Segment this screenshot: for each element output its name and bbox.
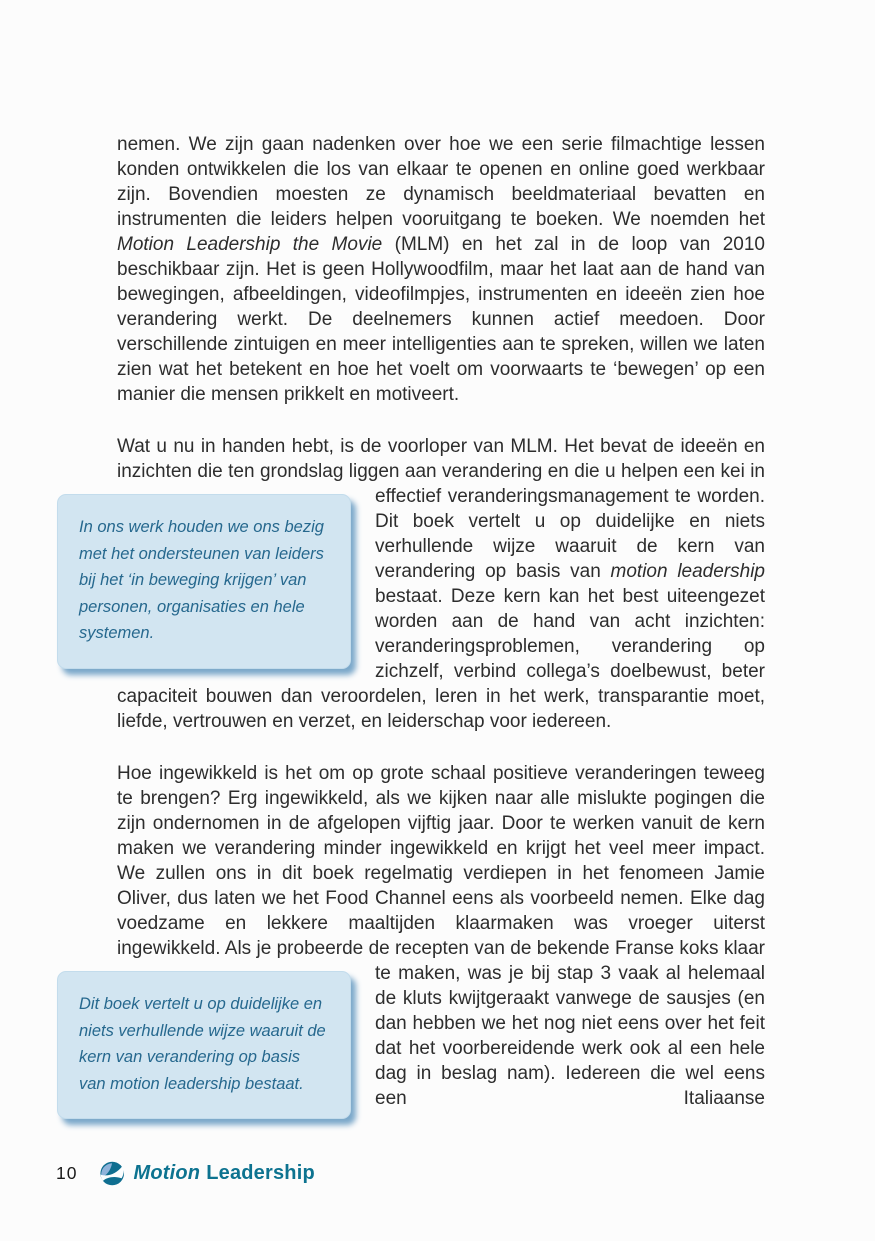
paragraph-3	[79, 761, 765, 1111]
motion-leadership-logo-icon	[99, 1161, 126, 1186]
paragraph-1	[117, 132, 765, 407]
paragraph-text: nemen. We zijn gaan nadenken over hoe we een serie filmachtige lessen konden ontwikkelen die los van elkaar te openen en online goed werkbaar zijn. Bovendien moesten ze dynamisch beeldmateriaal bevatten en instrumenten die leiders helpen vooruitgang te boeken. We noemden het	[117, 134, 765, 230]
callout-box-1	[57, 494, 351, 669]
paragraph-2	[79, 434, 766, 734]
paragraph-text: (MLM) en het zal in de loop van 2010 beschikbaar zijn. Het is geen Hollywoodfilm, maar het laat aan de hand van bewegingen, afbeeldingen, videofilmpjes, instrumenten en ideeën zien hoe verandering werkt. De deelnemers kunnen actief meedoen. Door verschillende zintuigen en meer intelligenties aan te spreken, willen we laten zien wat het betekent en hoe het voelt om voorwaarts te ‘bewegen’ op een manier die mensen prikkelt en motiveert.	[117, 234, 765, 405]
page-footer	[56, 1161, 315, 1186]
paragraph-text: koks klaar te maken, was je bij stap 3 vaak al helemaal de kluts kwijtgeraakt vanwege de sausjes (en dan hebben we het nog niet eens over het feit dat het voorbereidende werk ook al een hele dag in beslag nam). Iedereen die wel eens een Italiaanse	[375, 938, 765, 1109]
paragraph-text: Hoe ingewikkeld is het om op grote schaal positieve veranderingen teweeg te brengen? Erg ingewikkeld, als we kijken naar alle mislukte pogingen die zijn ondernomen in de afgelopen vijftig jaar. Door te werken vanuit de kern maken we verandering minder ingewikkeld en krijgt het veel meer impact. We zullen ons in dit boek regelmatig verdiepen in het fenomeen Jamie Oliver, dus laten we het Food Channel eens als voorbeeld nemen. Elke dag voedzame en lekkere maaltijden klaarmaken was vroeger uiterst ingewikkeld. Als je probeerde de recepten van de bekende Franse	[117, 763, 765, 959]
paragraph-italic-text: Motion Leadership the Movie	[117, 234, 383, 255]
callout-box-2	[57, 971, 351, 1119]
brand-motion: Motion	[133, 1162, 201, 1184]
page-number: 10	[56, 1163, 78, 1183]
callout-text: Dit boek vertelt u op duidelijke en niets verhullende wijze waaruit de kern van verandering op basis van motion leadership bestaat.	[79, 995, 326, 1093]
page-content	[79, 132, 766, 1138]
paragraph-text: Wat u nu in handen hebt, is de voorloper van MLM. Het bevat de ideeën en inzichten die ten grondslag liggen aan verandering en die u helpen een	[117, 436, 765, 482]
callout-text: In ons werk houden we ons bezig met het ondersteunen van leiders bij het ‘in beweging krijgen’ van personen, organisaties en hele systemen.	[79, 518, 324, 642]
paragraph-text: bestaat. Deze kern kan het best uiteengezet worden aan de hand van acht inzichten: veranderingsproblemen, verandering op zichzelf, verbind collega’s doelbewust, beter capaciteit bouwen dan veroordelen, leren in het werk, transparantie moet, liefde, vertrouwen en verzet, en leiderschap voor iedereen.	[117, 586, 765, 732]
paragraph-italic-text: motion leadership	[610, 561, 765, 582]
paragraph-text: kei in effectief veranderingsmanagement te worden. Dit boek vertelt u op duidelijke en niets verhullende wijze waaruit de kern van verandering op basis van	[375, 461, 766, 582]
brand-leadership: Leadership	[206, 1162, 315, 1184]
brand-wordmark	[133, 1162, 314, 1185]
